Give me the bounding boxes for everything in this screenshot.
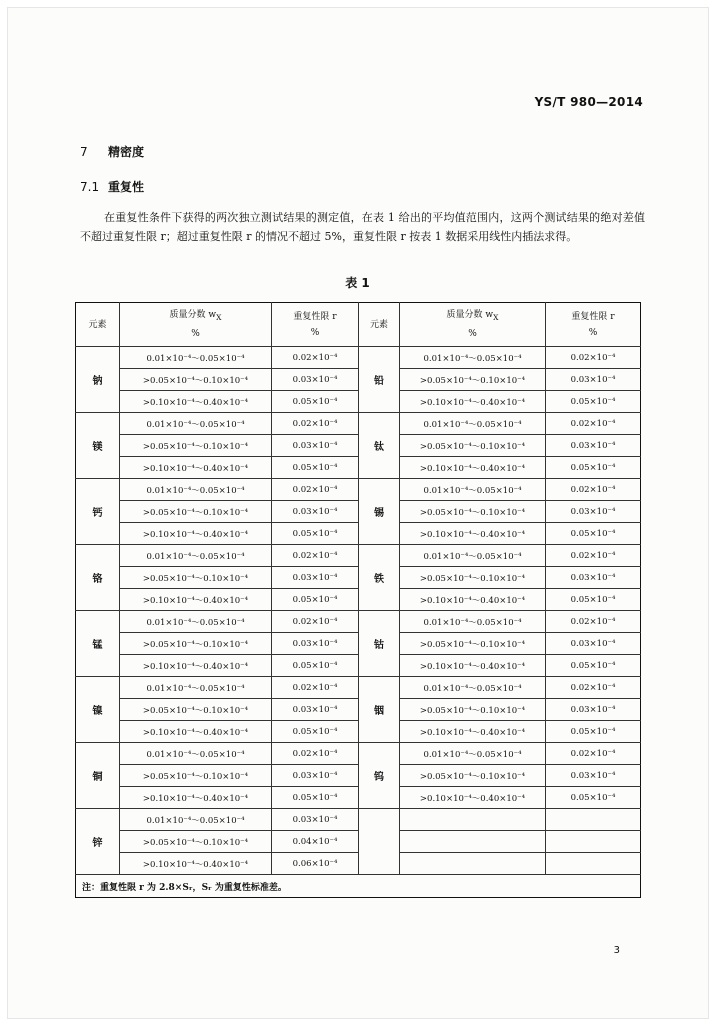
header-element-left: 元素 [76, 303, 120, 347]
element-cell: 钛 [359, 413, 400, 479]
element-cell [359, 809, 400, 875]
repeatability-limit-cell: 0.02×10⁻⁴ [546, 479, 641, 501]
mass-fraction-range-cell: >0.05×10⁻⁴～0.10×10⁻⁴ [400, 765, 546, 787]
mass-fraction-range-cell: >0.05×10⁻⁴～0.10×10⁻⁴ [400, 567, 546, 589]
repeatability-limit-cell: 0.05×10⁻⁴ [272, 787, 359, 809]
repeatability-unit: % [310, 327, 320, 338]
mass-fraction-range-cell: >0.05×10⁻⁴～0.10×10⁻⁴ [120, 699, 272, 721]
repeatability-limit-cell: 0.03×10⁻⁴ [546, 435, 641, 457]
mass-fraction-range-cell: 0.01×10⁻⁴～0.05×10⁻⁴ [120, 611, 272, 633]
mass-fraction-range-cell: >0.10×10⁻⁴～0.40×10⁻⁴ [400, 391, 546, 413]
mass-fraction-range-cell: >0.10×10⁻⁴～0.40×10⁻⁴ [120, 523, 272, 545]
repeatability-limit-cell: 0.05×10⁻⁴ [546, 589, 641, 611]
repeatability-limit-cell: 0.03×10⁻⁴ [272, 809, 359, 831]
table-row [76, 501, 641, 523]
mass-fraction-range-cell: 0.01×10⁻⁴～0.05×10⁻⁴ [400, 347, 546, 369]
repeatability-limit-cell: 0.02×10⁻⁴ [546, 611, 641, 633]
repeatability-limit-cell: 0.03×10⁻⁴ [546, 765, 641, 787]
mass-fraction-label: 质量分数 w [169, 310, 217, 321]
table-row [76, 369, 641, 391]
repeatability-paragraph [80, 208, 645, 246]
table-row [76, 589, 641, 611]
mass-fraction-range-cell: 0.01×10⁻⁴～0.05×10⁻⁴ [120, 413, 272, 435]
section-7-title: 精密度 [108, 145, 145, 159]
page-number: 3 [613, 945, 620, 956]
repeatability-limit-cell: 0.05×10⁻⁴ [272, 655, 359, 677]
table-row [76, 699, 641, 721]
table-row [76, 633, 641, 655]
section-7-1-title: 重复性 [108, 180, 145, 194]
mass-fraction-range-cell: >0.10×10⁻⁴～0.40×10⁻⁴ [400, 655, 546, 677]
table-row [76, 545, 641, 567]
repeatability-limit-cell [546, 853, 641, 875]
mass-fraction-range-cell: >0.10×10⁻⁴～0.40×10⁻⁴ [400, 721, 546, 743]
element-cell: 锡 [359, 479, 400, 545]
repeatability-limit-cell: 0.05×10⁻⁴ [546, 457, 641, 479]
element-cell: 锰 [76, 611, 120, 677]
mass-fraction-range-cell: >0.05×10⁻⁴～0.10×10⁻⁴ [400, 699, 546, 721]
header-mass-fraction-right [400, 303, 546, 347]
element-cell: 铅 [359, 347, 400, 413]
table-row [76, 721, 641, 743]
mass-fraction-range-cell: 0.01×10⁻⁴～0.05×10⁻⁴ [400, 743, 546, 765]
repeatability-limit-cell: 0.03×10⁻⁴ [546, 501, 641, 523]
repeatability-limit-cell [546, 831, 641, 853]
repeatability-unit: % [588, 327, 598, 338]
table-body [76, 347, 641, 875]
repeatability-limit-cell: 0.03×10⁻⁴ [272, 633, 359, 655]
table-row [76, 677, 641, 699]
table-note: 注：重复性限 r 为 2.8×Sᵣ，Sᵣ 为重复性标准差。 [76, 875, 641, 898]
table-row [76, 347, 641, 369]
table-row [76, 853, 641, 875]
mass-fraction-range-cell: >0.10×10⁻⁴～0.40×10⁻⁴ [400, 457, 546, 479]
mass-fraction-range-cell: 0.01×10⁻⁴～0.05×10⁻⁴ [400, 479, 546, 501]
table-row [76, 391, 641, 413]
header-repeatability-right [546, 303, 641, 347]
repeatability-label: 重复性限 r [293, 311, 337, 322]
mass-fraction-range-cell: >0.05×10⁻⁴～0.10×10⁻⁴ [120, 831, 272, 853]
section-7-heading [80, 143, 144, 160]
table-row [76, 831, 641, 853]
element-cell: 钴 [359, 611, 400, 677]
element-cell: 镁 [76, 413, 120, 479]
repeatability-limit-cell: 0.03×10⁻⁴ [272, 567, 359, 589]
mass-fraction-range-cell: >0.05×10⁻⁴～0.10×10⁻⁴ [120, 435, 272, 457]
mass-fraction-unit: % [468, 328, 477, 339]
repeatability-limit-cell: 0.03×10⁻⁴ [272, 699, 359, 721]
mass-fraction-range-cell: 0.01×10⁻⁴～0.05×10⁻⁴ [400, 413, 546, 435]
mass-fraction-range-cell: >0.10×10⁻⁴～0.40×10⁻⁴ [400, 589, 546, 611]
mass-fraction-range-cell: >0.05×10⁻⁴～0.10×10⁻⁴ [400, 435, 546, 457]
table-row [76, 743, 641, 765]
repeatability-limit-cell: 0.05×10⁻⁴ [546, 721, 641, 743]
section-7-number: 7 [80, 145, 88, 159]
table-row [76, 655, 641, 677]
mass-fraction-range-cell: >0.05×10⁻⁴～0.10×10⁻⁴ [400, 501, 546, 523]
repeatability-limit-cell: 0.05×10⁻⁴ [546, 787, 641, 809]
repeatability-limit-cell: 0.02×10⁻⁴ [546, 545, 641, 567]
table-row [76, 523, 641, 545]
mass-fraction-range-cell: >0.10×10⁻⁴～0.40×10⁻⁴ [120, 721, 272, 743]
mass-fraction-label: 质量分数 w [446, 310, 494, 321]
standard-code: YS/T 980—2014 [534, 95, 643, 109]
table-title: 表 1 [345, 276, 370, 290]
mass-fraction-range-cell: 0.01×10⁻⁴～0.05×10⁻⁴ [120, 743, 272, 765]
element-cell: 钠 [76, 347, 120, 413]
table-header-row [76, 303, 641, 347]
repeatability-limit-cell: 0.03×10⁻⁴ [272, 765, 359, 787]
repeatability-limit-cell: 0.03×10⁻⁴ [272, 435, 359, 457]
repeatability-table [75, 302, 641, 898]
repeatability-limit-cell: 0.02×10⁻⁴ [272, 545, 359, 567]
header-element-right: 元素 [359, 303, 400, 347]
mass-fraction-range-cell: >0.05×10⁻⁴～0.10×10⁻⁴ [120, 369, 272, 391]
repeatability-limit-cell: 0.05×10⁻⁴ [272, 457, 359, 479]
repeatability-limit-cell: 0.02×10⁻⁴ [272, 611, 359, 633]
mass-fraction-range-cell: >0.10×10⁻⁴～0.40×10⁻⁴ [120, 589, 272, 611]
mass-fraction-subscript: X [493, 312, 499, 322]
repeatability-limit-cell: 0.05×10⁻⁴ [546, 655, 641, 677]
repeatability-limit-cell: 0.03×10⁻⁴ [272, 501, 359, 523]
element-cell: 镍 [76, 677, 120, 743]
repeatability-limit-cell: 0.03×10⁻⁴ [546, 369, 641, 391]
mass-fraction-range-cell: 0.01×10⁻⁴～0.05×10⁻⁴ [400, 611, 546, 633]
element-cell: 钨 [359, 743, 400, 809]
repeatability-limit-cell: 0.05×10⁻⁴ [272, 391, 359, 413]
table-row [76, 457, 641, 479]
table-row [76, 809, 641, 831]
repeatability-label: 重复性限 r [571, 311, 615, 322]
mass-fraction-range-cell [400, 809, 546, 831]
repeatability-limit-cell: 0.03×10⁻⁴ [546, 633, 641, 655]
repeatability-limit-cell: 0.02×10⁻⁴ [272, 479, 359, 501]
mass-fraction-range-cell: >0.10×10⁻⁴～0.40×10⁻⁴ [400, 787, 546, 809]
table-row [76, 413, 641, 435]
repeatability-limit-cell: 0.03×10⁻⁴ [546, 567, 641, 589]
repeatability-limit-cell: 0.02×10⁻⁴ [546, 413, 641, 435]
table-row [76, 479, 641, 501]
mass-fraction-range-cell: >0.10×10⁻⁴～0.40×10⁻⁴ [120, 391, 272, 413]
mass-fraction-range-cell: >0.05×10⁻⁴～0.10×10⁻⁴ [120, 567, 272, 589]
table-row [76, 567, 641, 589]
mass-fraction-range-cell: >0.10×10⁻⁴～0.40×10⁻⁴ [120, 655, 272, 677]
element-cell: 铬 [76, 545, 120, 611]
repeatability-limit-cell: 0.05×10⁻⁴ [546, 391, 641, 413]
mass-fraction-range-cell: >0.10×10⁻⁴～0.40×10⁻⁴ [120, 853, 272, 875]
table-row [76, 765, 641, 787]
element-cell: 锌 [76, 809, 120, 875]
table-row [76, 787, 641, 809]
table-row [76, 611, 641, 633]
mass-fraction-unit: % [191, 328, 200, 339]
header-repeatability-left [272, 303, 359, 347]
section-7-1-heading [80, 178, 144, 195]
element-cell: 铟 [359, 677, 400, 743]
repeatability-limit-cell: 0.02×10⁻⁴ [546, 347, 641, 369]
repeatability-limit-cell: 0.02×10⁻⁴ [546, 743, 641, 765]
repeatability-limit-cell [546, 809, 641, 831]
repeatability-limit-cell: 0.03×10⁻⁴ [272, 369, 359, 391]
repeatability-limit-cell: 0.03×10⁻⁴ [546, 699, 641, 721]
table-note-row [76, 875, 641, 898]
paragraph-text: 在重复性条件下获得的两次独立测试结果的测定值，在表 1 给出的平均值范围内，这两个测试结果的绝对差值不超过重复性限 r；超过重复性限 r 的情况不超过 5%，重复性限 r 按表 1 数据采用线性内插法求得。 [80, 211, 645, 243]
repeatability-limit-cell: 0.02×10⁻⁴ [546, 677, 641, 699]
mass-fraction-range-cell: 0.01×10⁻⁴～0.05×10⁻⁴ [120, 347, 272, 369]
repeatability-limit-cell: 0.05×10⁻⁴ [272, 589, 359, 611]
mass-fraction-range-cell: 0.01×10⁻⁴～0.05×10⁻⁴ [400, 545, 546, 567]
repeatability-limit-cell: 0.05×10⁻⁴ [272, 721, 359, 743]
mass-fraction-range-cell: 0.01×10⁻⁴～0.05×10⁻⁴ [400, 677, 546, 699]
element-cell: 铜 [76, 743, 120, 809]
mass-fraction-range-cell: >0.10×10⁻⁴～0.40×10⁻⁴ [120, 457, 272, 479]
mass-fraction-range-cell: >0.10×10⁻⁴～0.40×10⁻⁴ [120, 787, 272, 809]
element-cell: 钙 [76, 479, 120, 545]
mass-fraction-range-cell [400, 831, 546, 853]
mass-fraction-subscript: X [216, 312, 222, 322]
repeatability-limit-cell: 0.05×10⁻⁴ [546, 523, 641, 545]
repeatability-limit-cell: 0.04×10⁻⁴ [272, 831, 359, 853]
mass-fraction-range-cell: >0.05×10⁻⁴～0.10×10⁻⁴ [120, 501, 272, 523]
mass-fraction-range-cell: 0.01×10⁻⁴～0.05×10⁻⁴ [120, 479, 272, 501]
table-row [76, 435, 641, 457]
header-mass-fraction-left [120, 303, 272, 347]
repeatability-limit-cell: 0.06×10⁻⁴ [272, 853, 359, 875]
section-7-1-number: 7.1 [80, 180, 100, 194]
repeatability-limit-cell: 0.05×10⁻⁴ [272, 523, 359, 545]
mass-fraction-range-cell: >0.05×10⁻⁴～0.10×10⁻⁴ [400, 369, 546, 391]
mass-fraction-range-cell: >0.05×10⁻⁴～0.10×10⁻⁴ [400, 633, 546, 655]
mass-fraction-range-cell [400, 853, 546, 875]
mass-fraction-range-cell: >0.05×10⁻⁴～0.10×10⁻⁴ [120, 633, 272, 655]
element-cell: 铁 [359, 545, 400, 611]
mass-fraction-range-cell: 0.01×10⁻⁴～0.05×10⁻⁴ [120, 809, 272, 831]
mass-fraction-range-cell: >0.10×10⁻⁴～0.40×10⁻⁴ [400, 523, 546, 545]
mass-fraction-range-cell: 0.01×10⁻⁴～0.05×10⁻⁴ [120, 545, 272, 567]
mass-fraction-range-cell: 0.01×10⁻⁴～0.05×10⁻⁴ [120, 677, 272, 699]
repeatability-limit-cell: 0.02×10⁻⁴ [272, 413, 359, 435]
repeatability-limit-cell: 0.02×10⁻⁴ [272, 677, 359, 699]
mass-fraction-range-cell: >0.05×10⁻⁴～0.10×10⁻⁴ [120, 765, 272, 787]
repeatability-limit-cell: 0.02×10⁻⁴ [272, 743, 359, 765]
repeatability-limit-cell: 0.02×10⁻⁴ [272, 347, 359, 369]
